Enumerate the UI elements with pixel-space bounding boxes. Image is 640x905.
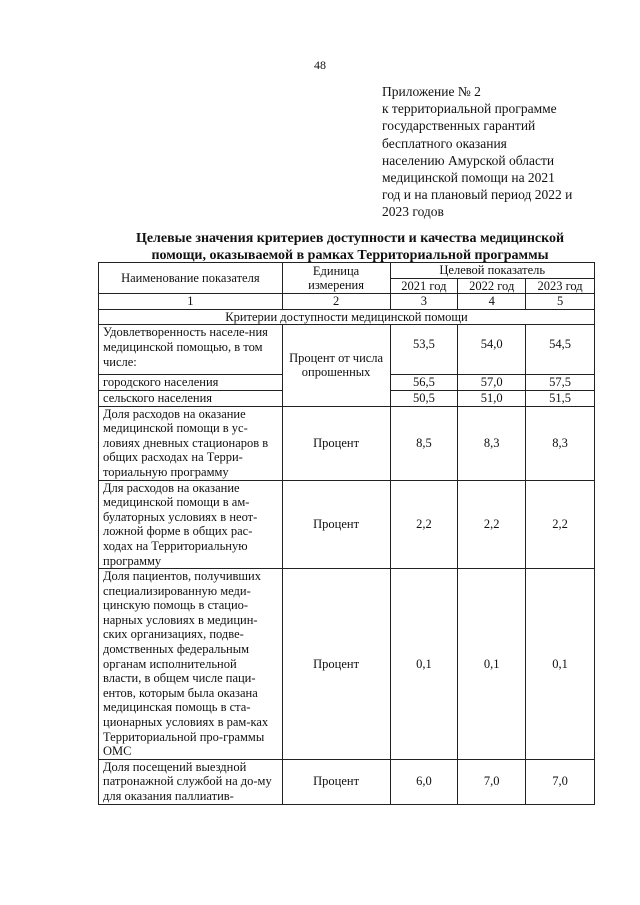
- row-value-2022: 57,0: [458, 375, 526, 391]
- row-value-2021: 53,5: [390, 325, 458, 375]
- header-name: Наименование показателя: [99, 263, 283, 294]
- row-value-2022: 54,0: [458, 325, 526, 375]
- appendix-line: населению Амурской области: [382, 152, 555, 168]
- row-name: Доля расходов на оказание медицинской помощи в ус-ловиях дневных стационаров в общих расходах на Терри-ториальную программу: [99, 406, 283, 480]
- row-unit: Процент: [282, 569, 390, 760]
- appendix-line: к территориальной программе: [382, 101, 557, 117]
- table-row: [99, 569, 595, 760]
- row-name: Доля пациентов, получивших специализированную меди-цинскую помощь в стацио-нарных условиях в медицин-ских организациях, подве-домственных федеральным органам исполнительной власти, в общем числе паци-ентов, которым была оказана медицинская помощь в ста-ционарных условиях в рам-ках Территориальной про-граммы ОМС: [99, 569, 283, 760]
- document-heading: [96, 230, 604, 264]
- table-row: [99, 406, 595, 480]
- appendix-line: Приложение № 2: [382, 84, 481, 99]
- row-value-2023: 2,2: [526, 480, 595, 569]
- row-value-2023: 54,5: [526, 325, 595, 375]
- row-value-2023: 0,1: [526, 569, 595, 760]
- row-value-2021: 56,5: [390, 375, 458, 391]
- row-value-2022: 7,0: [458, 759, 526, 804]
- row-value-2021: 50,5: [390, 390, 458, 406]
- appendix-line: бесплатного оказания: [382, 135, 507, 151]
- appendix-line: 2023 годов: [382, 204, 444, 220]
- header-year-2023: 2023 год: [526, 278, 595, 294]
- row-value-2023: 7,0: [526, 759, 595, 804]
- row-value-2021: 2,2: [390, 480, 458, 569]
- appendix-line: государственных гарантий: [382, 118, 536, 134]
- row-value-2022: 0,1: [458, 569, 526, 760]
- table-row: [99, 325, 595, 375]
- table-row: [99, 480, 595, 569]
- row-name: Доля посещений выездной патронажной службой на до-му для оказания паллиатив-: [99, 759, 283, 804]
- header-unit: Единица измерения: [282, 263, 390, 294]
- appendix-header: [382, 83, 612, 221]
- heading-line-1: Целевые значения критериев доступности и качества медицинской: [135, 231, 565, 246]
- row-value-2021: 6,0: [390, 759, 458, 804]
- row-value-2023: 57,5: [526, 375, 595, 391]
- appendix-line: год и на плановый период 2022 и: [382, 187, 573, 203]
- row-value-2021: 0,1: [390, 569, 458, 760]
- row-value-2021: 8,5: [390, 406, 458, 480]
- row-unit: Процент: [282, 406, 390, 480]
- row-unit: Процент: [282, 480, 390, 569]
- criteria-table: [98, 262, 595, 805]
- appendix-line: медицинской помощи на 2021: [382, 170, 555, 186]
- col-number: 3: [390, 294, 458, 310]
- section-title: Критерии доступности медицинской помощи: [99, 309, 595, 325]
- heading-line-2: помощи, оказываемой в рамках Территориальной программы: [151, 248, 549, 263]
- row-name: сельского населения: [99, 390, 283, 406]
- row-value-2022: 2,2: [458, 480, 526, 569]
- col-number: 1: [99, 294, 283, 310]
- row-name: Для расходов на оказание медицинской помощи в ам-булаторных условиях в неот-ложной форме в общих рас-ходах на Территориальную программу: [99, 480, 283, 569]
- row-value-2023: 51,5: [526, 390, 595, 406]
- header-year-2021: 2021 год: [390, 278, 458, 294]
- col-number: 5: [526, 294, 595, 310]
- row-value-2022: 8,3: [458, 406, 526, 480]
- row-value-2023: 8,3: [526, 406, 595, 480]
- header-target: Целевой показатель: [390, 263, 595, 279]
- table-row: [99, 759, 595, 804]
- row-name: городского населения: [99, 375, 283, 391]
- row-unit: Процент от числа опрошенных: [282, 325, 390, 406]
- col-number: 2: [282, 294, 390, 310]
- col-number: 4: [458, 294, 526, 310]
- row-value-2022: 51,0: [458, 390, 526, 406]
- row-unit: Процент: [282, 759, 390, 804]
- row-name: Удовлетворенность населе-ния медицинской помощью, в том числе:: [99, 325, 283, 375]
- header-year-2022: 2022 год: [458, 278, 526, 294]
- page-number: 48: [314, 58, 326, 72]
